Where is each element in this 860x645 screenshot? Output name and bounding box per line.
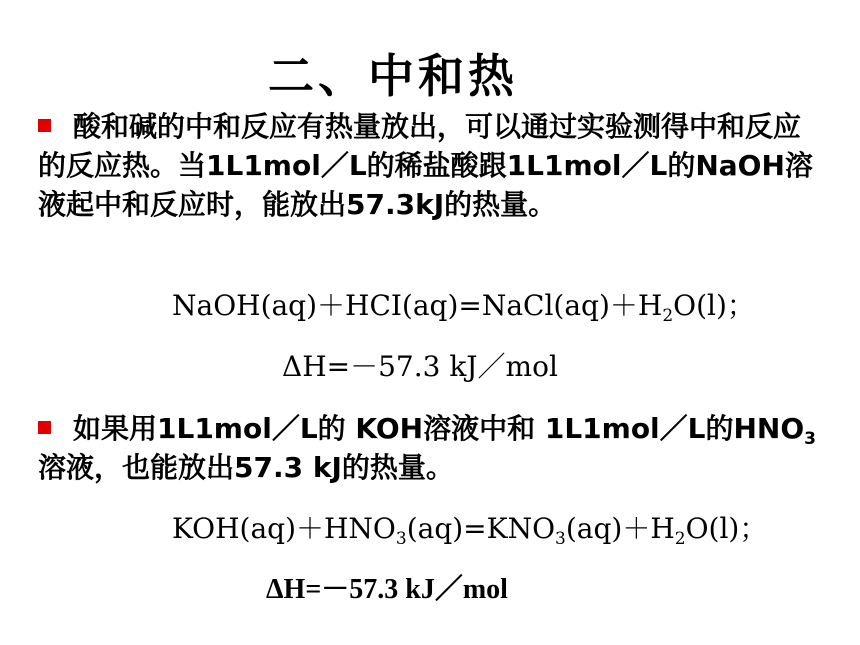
equation-2: $KOH(aq)+HNO_3(aq)=KNO_3(aq)+H_2O(l)$； [172,512,768,549]
red-square-bullet-icon [38,421,51,434]
equation-1: $NaOH(aq)+HCI(aq)=NaCl(aq)+H_2O(l)$； [172,289,755,326]
paragraph-1 [38,107,828,224]
paragraph-2: 如果用1L1mol／L的 KOH溶液中和 1L1mol／L的$HNO_3$溶液，也能放出57.3 kJ的热量。 [38,412,817,484]
slide-title: 二、中和热 [268,49,518,103]
paragraph-1-text: 酸和碱的中和反应有热量放出，可以通过实验测得中和反应的反应热。当1L1mol／L的稀盐酸跟1L1mol／L的NaOH溶液起中和反应时，能放出57.3kJ的热量。 [38,110,813,221]
enthalpy-1: ΔH=－57.3 kJ／mol [282,350,558,383]
enthalpy-2: ΔH=－57.3 kJ／mol [266,574,508,605]
red-square-bullet-icon [38,119,51,132]
